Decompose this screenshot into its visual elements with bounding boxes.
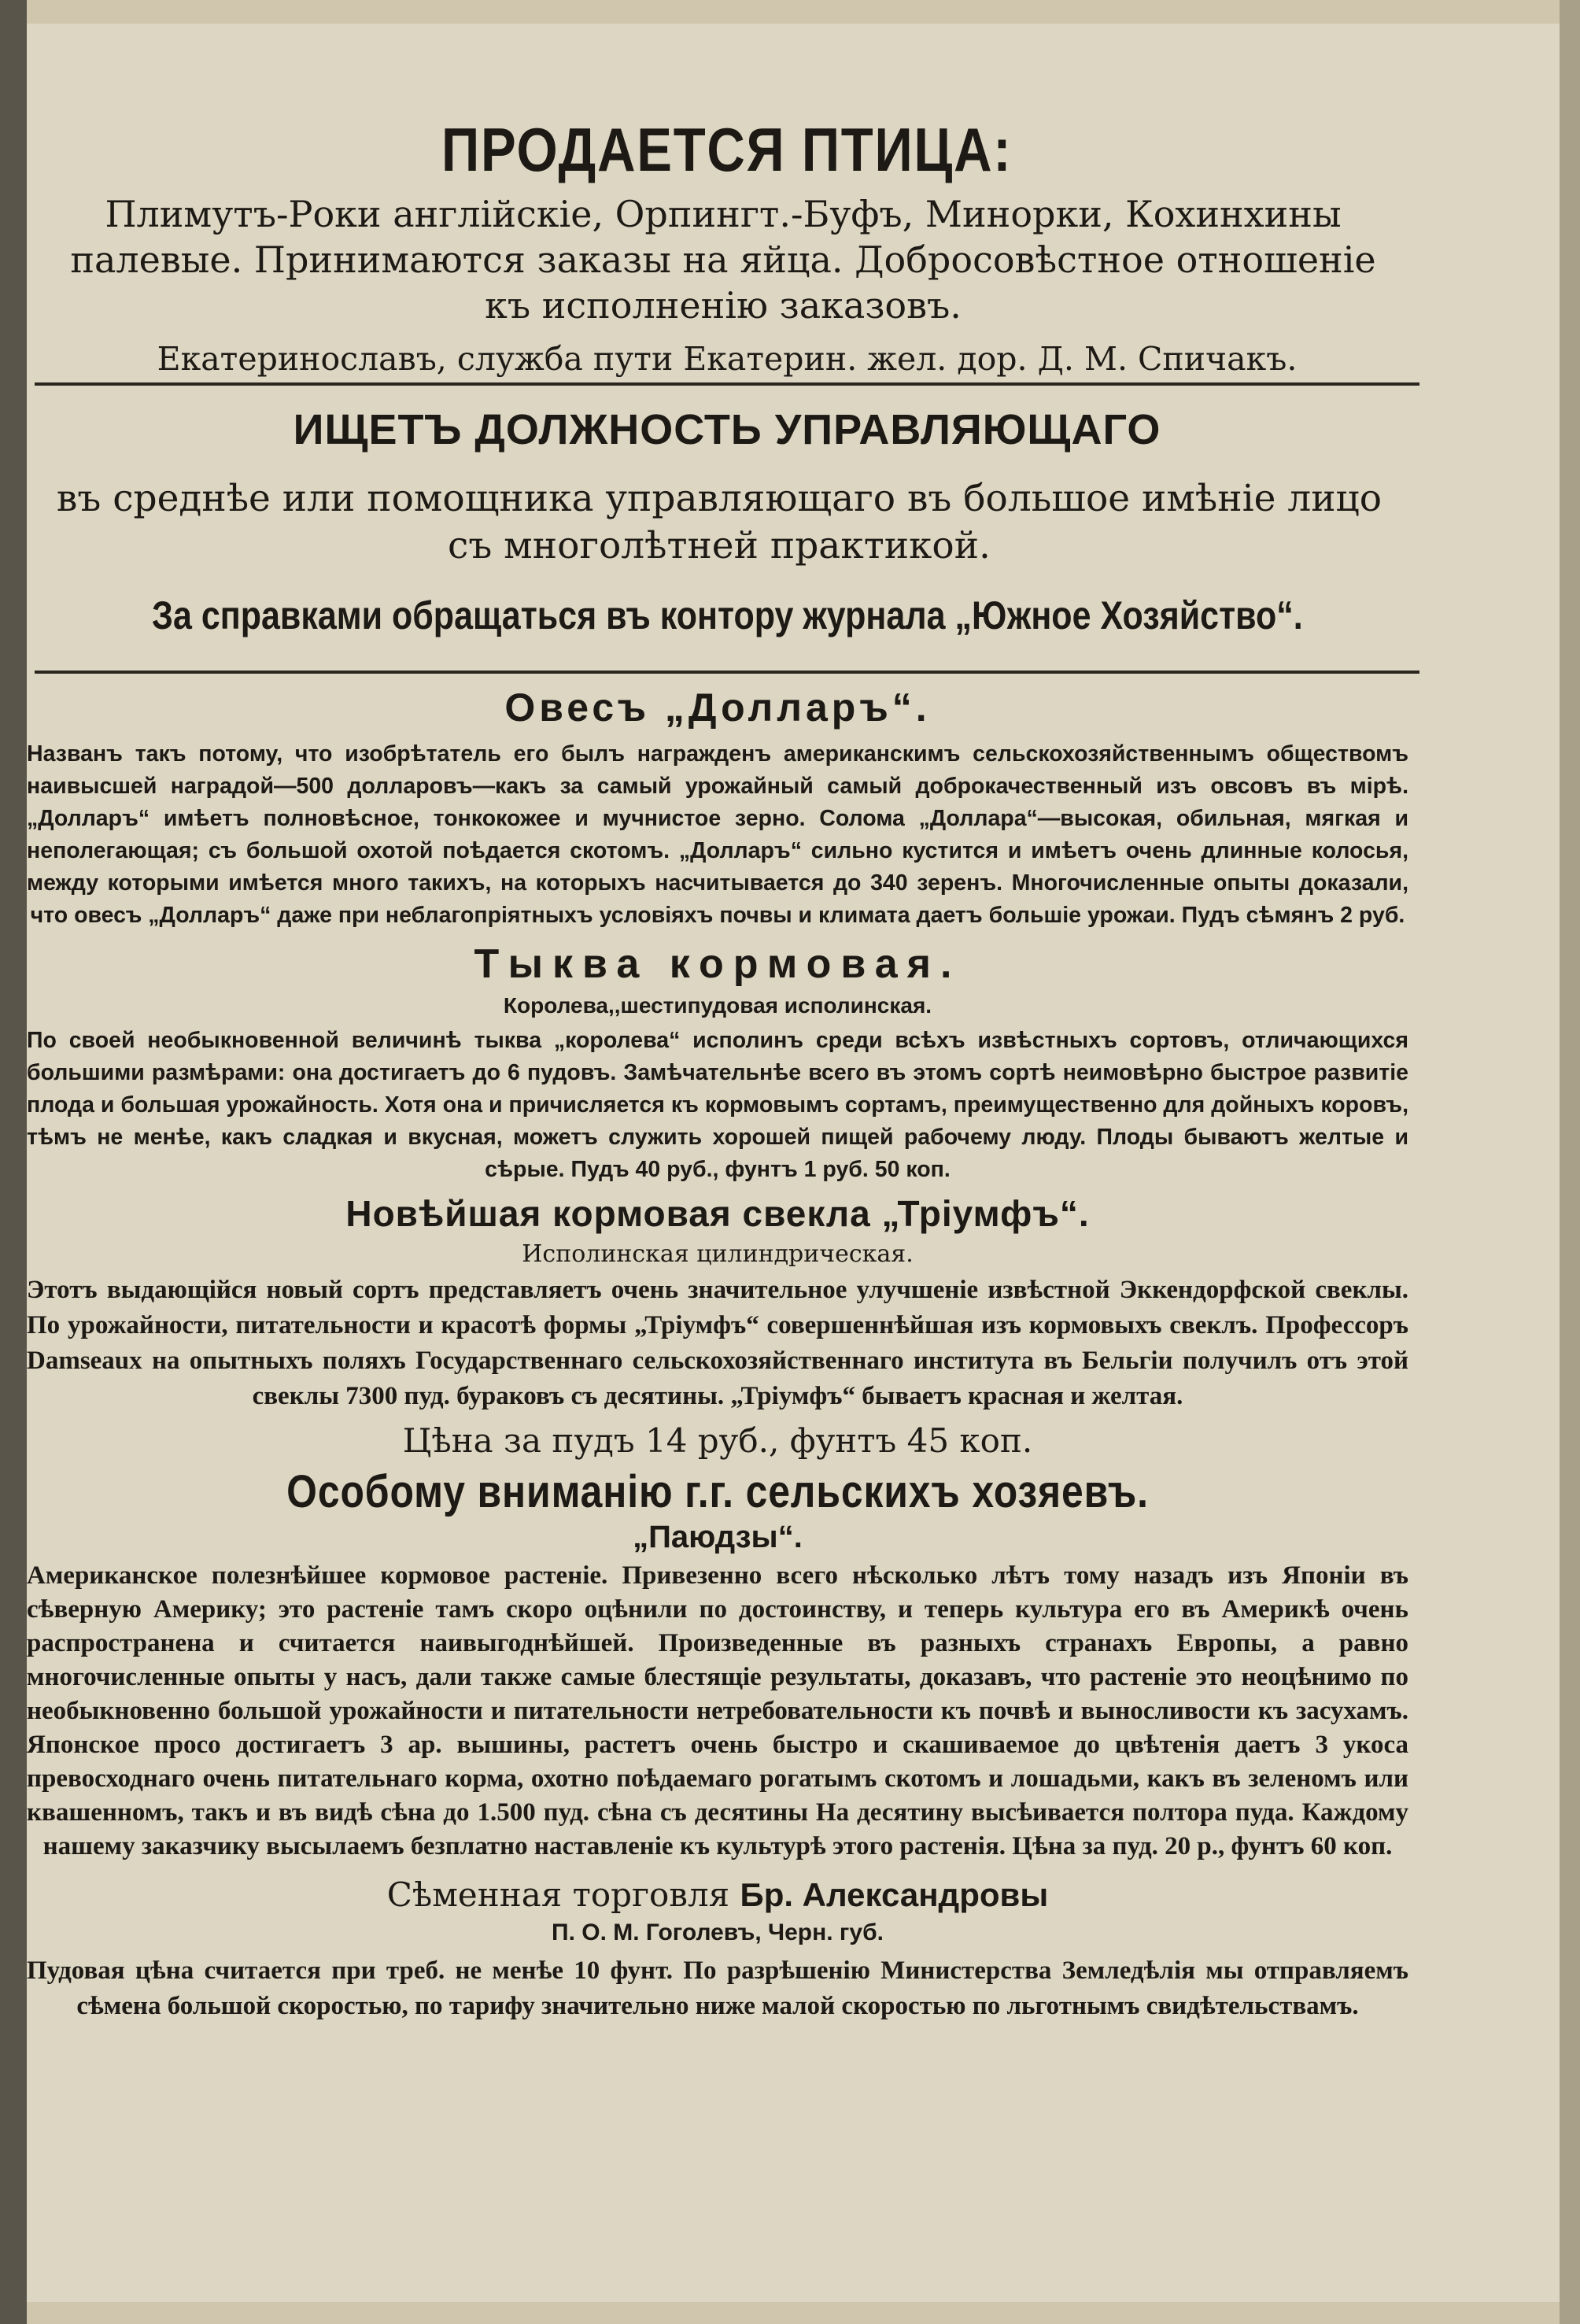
newspaper-page bbox=[27, 24, 1560, 2302]
attention-subtitle: „Паюдзы“. bbox=[633, 1520, 803, 1554]
attention-body: Американское полезнѣйшее кормовое растеніе. Привезенно всего нѣсколько лѣтъ тому назадъ изъ Японіи въ сѣверную Америку; это растеніе тамъ скоро оцѣнили по достоинству, и теперь культура его въ Америкѣ очень распространена и считается наивыгоднѣйшей. Произведенные въ разныхъ странахъ Европы, а равно многочисленные опыты у насъ, дали также самые блестящіе результаты, доказавъ, что растеніе это неоцѣнимо по необыкновенно большой урожайности и питательности нетребовательности къ почвѣ и выносливости къ засухамъ. Японское просо достигаетъ 3 ар. вышины, растетъ очень быстро и скашиваемое до цвѣтенія даетъ 3 укоса превосходнаго очень питательнаго корма, охотно поѣдаемаго рогатымъ скотомъ и лошадьми, какъ въ зеленомъ или квашенномъ, такъ и въ видѣ сѣна до 1.500 пуд. сѣна съ десятины На десятину высѣивается полтора пуда. Каждому нашему заказчику высылаемъ безплатно наставленіе къ культурѣ этого растенія. Цѣна за пуд. 20 р., фунтъ 60 коп. bbox=[27, 1561, 1408, 1860]
seller-name-bold: Бр. Александровы bbox=[740, 1876, 1049, 1913]
ad-poultry-address: Екатеринославъ, служба пути Екатерин. жел. дор. Д. М. Спичакъ. bbox=[157, 340, 1298, 378]
ad-job-contact: За справками обращаться въ контору журнала „Южное Хозяйство“. bbox=[151, 593, 1303, 637]
pumpkin-subtitle: Королева,,шестипудовая исполинская. bbox=[503, 993, 932, 1018]
ad-job-title: ИЩЕТЪ ДОЛЖНОСТЬ УПРАВЛЯЮЩАГО bbox=[293, 406, 1161, 453]
beet-title: Новѣйшая кормовая свекла „Тріумфъ“. bbox=[345, 1193, 1090, 1234]
page-edge bbox=[1560, 0, 1580, 2324]
oats-body: Названъ такъ потому, что изобрѣтатель его былъ награжденъ американскимъ сельскохозяйственнымъ обществомъ наивысшей наградой—500 долларовъ—какъ за самый урожайный самый доброкачественный изъ овсовъ въ мірѣ. „Долларъ“ имѣетъ полновѣсное, тонкокожее и мучнистое зерно. Солома „Доллара“—высокая, обильная, мягкая и неполегающая; съ большой охотой поѣдается скотомъ. „Долларъ“ сильно кустится и имѣетъ очень длинные колосья, между которыми имѣется много такихъ, на которыхъ насчитывается до 340 зеренъ. Многочисленные опыты доказали, что овесъ „Долларъ“ даже при неблагопріятныхъ условіяхъ почвы и климата даетъ большіе урожаи. Пудъ сѣмянъ 2 руб. bbox=[27, 741, 1408, 928]
beet-price: Цѣна за пудъ 14 руб., фунтъ 45 коп. bbox=[402, 1421, 1033, 1460]
pumpkin-body: По своей необыкновенной величинѣ тыква „королева“ исполинъ среди всѣхъ извѣстныхъ сортовъ, отличающихся большими размѣрами: она достигаетъ до 6 пудовъ. Замѣчательнѣе всего въ этомъ сортѣ неимовѣрно быстрое развитіе плода и большая урожайность. Хотя она и причисляется къ кормовымъ сортамъ, преимущественно для дойныхъ коровъ, тѣмъ не менѣе, какъ сладкая и вкусная, можетъ служить хорошей пищей рабочему люду. Плоды бываютъ желтые и сѣрые. Пудъ 40 руб., фунтъ 1 руб. 50 коп. bbox=[27, 1028, 1408, 1182]
ad-poultry-title: ПРОДАЕТСЯ ПТИЦА: bbox=[441, 115, 1013, 184]
pumpkin-title: Тыква кормовая. bbox=[474, 941, 962, 987]
binding-gutter bbox=[0, 0, 27, 2324]
ad-job bbox=[27, 400, 1427, 641]
divider bbox=[35, 382, 1419, 386]
seller-terms: Пудовая цѣна считается при треб. не менѣе 10 фунт. По разрѣшенію Министерства Земледѣлія мы отправляемъ сѣмена большой скоростью, по тарифу значительно ниже малой скоростью по льготнымъ свидѣтельствамъ. bbox=[27, 1956, 1408, 2020]
oats-title: Овесъ „Долларъ“. bbox=[504, 685, 931, 730]
ad-poultry-body: Плимутъ-Роки англійскіе, Орпингт.-Буфъ, Минорки, Кохинхины палевые. Принимаются заказы на яйца. Добросовѣстное отношеніе къ исполненію заказовъ. bbox=[70, 193, 1376, 327]
seller-name bbox=[27, 1875, 1408, 1916]
seller-name-prefix: Сѣменная торговля bbox=[386, 1875, 730, 1914]
ad-seeds bbox=[27, 682, 1427, 2024]
divider bbox=[35, 671, 1419, 674]
ad-poultry bbox=[27, 114, 1427, 383]
attention-title: Особому вниманію г.г. сельскихъ хозяевъ. bbox=[286, 1466, 1149, 1517]
beet-subtitle: Исполинская цилиндрическая. bbox=[522, 1240, 914, 1268]
ad-job-body: въ среднѣе или помощника управляющаго въ большое имѣніе лицо съ многолѣтней практикой. bbox=[56, 477, 1382, 567]
beet-body: Этотъ выдающійся новый сортъ представляетъ очень значительное улучшеніе извѣстной Эккендорфской свеклы. По урожайности, питательности и красотѣ формы „Тріумфъ“ совершеннѣйшая изъ кормовыхъ свеклъ. Профессоръ Damseaux на опытныхъ поляхъ Государственнаго сельскохозяйственнаго института въ Бельгіи получилъ отъ этой свеклы 7300 пуд. бураковъ съ десятины. „Тріумфъ“ бываетъ красная и желтая. bbox=[27, 1276, 1408, 1410]
seller-address: П. О. М. Гоголевъ, Черн. губ. bbox=[552, 1919, 884, 1945]
